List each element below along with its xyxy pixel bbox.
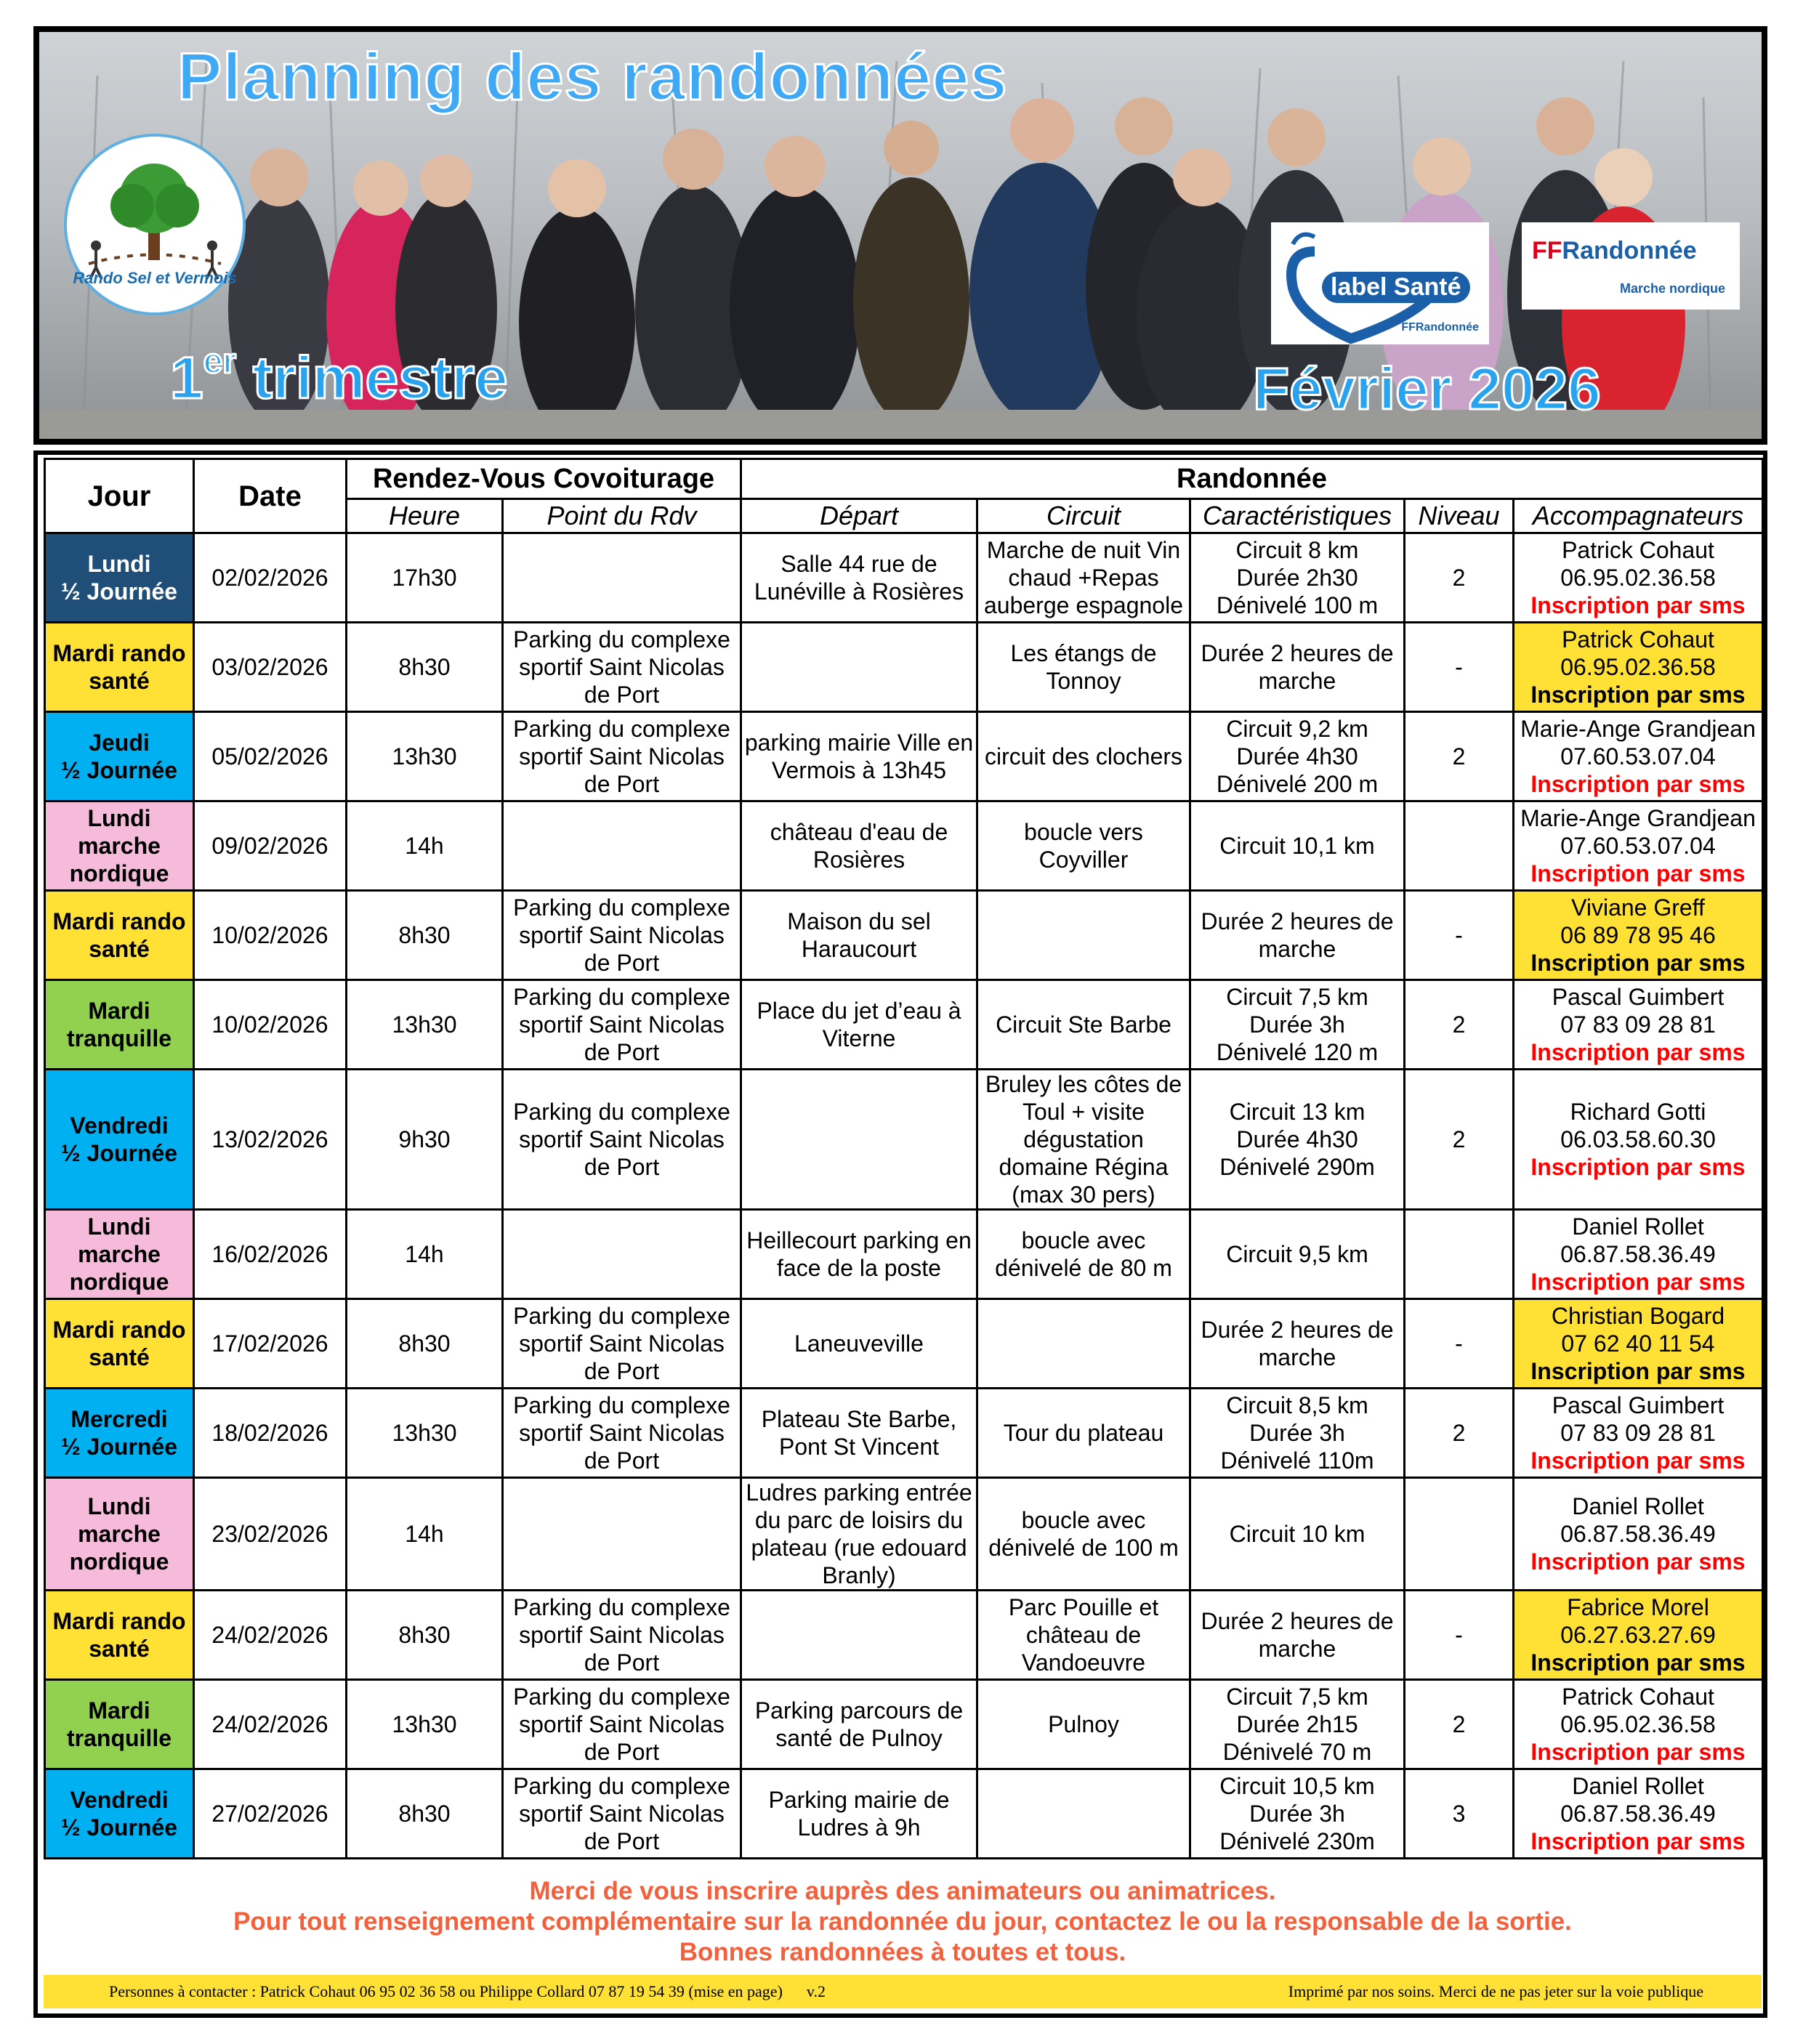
cell-circuit: circuit des clochers: [977, 712, 1190, 801]
carac-line-2: Durée 4h30: [1236, 1126, 1358, 1152]
jour-line-1: Lundi: [87, 805, 151, 831]
jour-line-1: Mardi rando: [52, 640, 186, 666]
cell-heure: 13h30: [347, 1389, 503, 1478]
jour-line-2: santé: [89, 936, 150, 962]
cell-depart: Parking mairie de Ludres à 9h: [741, 1769, 977, 1859]
club-logo-text: Rando Sel et Vermois: [73, 269, 237, 287]
cell-depart: Place du jet d’eau à Viterne: [741, 980, 977, 1070]
carac-line-1: Circuit 7,5 km: [1226, 1684, 1368, 1710]
cell-point: Parking du complexe sportif Saint Nicolas de Port: [503, 1680, 741, 1769]
header-banner: [33, 26, 1767, 445]
acc-phone: 06.87.58.36.49: [1560, 1801, 1716, 1827]
cell-date: 05/02/2026: [194, 712, 347, 801]
cell-circuit: Parc Pouille et château de Vandoeuvre: [977, 1591, 1190, 1680]
acc-name: Fabrice Morel: [1567, 1594, 1709, 1620]
cell-circuit: Les étangs de Tonnoy: [977, 623, 1190, 712]
cell-date: 16/02/2026: [194, 1210, 347, 1299]
cell-depart: Salle 44 rue de Lunéville à Rosières: [741, 533, 977, 623]
cell-jour: [45, 1769, 194, 1859]
cell-accompagnateur: [1514, 1389, 1763, 1478]
page-title: Planning des randonnées: [177, 40, 1008, 114]
cell-niveau: 3: [1405, 1769, 1514, 1859]
cell-point: [503, 1478, 741, 1591]
acc-phone: 07.60.53.07.04: [1560, 743, 1716, 769]
cell-jour: [45, 533, 194, 623]
cell-circuit: [977, 1769, 1190, 1859]
col-header-date: Date: [194, 459, 347, 533]
cell-date: 18/02/2026: [194, 1389, 347, 1478]
cell-circuit: boucle avec dénivelé de 80 m: [977, 1210, 1190, 1299]
carac-line-2: Durée 3h: [1249, 1801, 1345, 1827]
acc-phone: 06.95.02.36.58: [1560, 1711, 1716, 1737]
jour-line-2: ½ Journée: [60, 757, 178, 783]
schedule-frame: [33, 451, 1767, 2018]
ffrandonnee-logo: [1522, 222, 1740, 310]
jour-line-2: ½ Journée: [60, 1814, 178, 1841]
cell-date: 27/02/2026: [194, 1769, 347, 1859]
cell-date: 10/02/2026: [194, 891, 347, 980]
cell-accompagnateur: [1514, 801, 1763, 891]
cell-heure: 8h30: [347, 1769, 503, 1859]
cell-accompagnateur: [1514, 533, 1763, 623]
cell-accompagnateur: [1514, 1478, 1763, 1591]
jour-line-1: Lundi: [87, 1213, 151, 1240]
carac-line-1: Durée 2 heures de marche: [1201, 640, 1394, 694]
carac-line-1: Circuit 8 km: [1235, 537, 1359, 563]
jour-line-2: santé: [89, 1636, 150, 1662]
jour-line-1: Mardi rando: [52, 1317, 186, 1343]
jour-line-1: Mardi rando: [52, 1608, 186, 1634]
cell-niveau: -: [1405, 891, 1514, 980]
cell-point: [503, 801, 741, 891]
carac-line-2: Durée 3h: [1249, 1011, 1345, 1038]
cell-depart: parking mairie Ville en Vermois à 13h45: [741, 712, 977, 801]
cell-date: 09/02/2026: [194, 801, 347, 891]
schedule-body: [45, 533, 1763, 1859]
cell-heure: 8h30: [347, 1299, 503, 1389]
table-row: [45, 533, 1763, 623]
cell-carac: [1190, 1680, 1405, 1769]
cell-accompagnateur: [1514, 1591, 1763, 1680]
col-header-niveau: Niveau: [1405, 499, 1514, 533]
club-logo: [64, 134, 246, 315]
cell-accompagnateur: [1514, 1299, 1763, 1389]
cell-point: Parking du complexe sportif Saint Nicolas de Port: [503, 623, 741, 712]
jour-line-2: marche: [78, 1241, 161, 1267]
acc-name: Patrick Cohaut: [1562, 626, 1714, 653]
cell-carac: [1190, 801, 1405, 891]
acc-name: Marie-Ange Grandjean: [1520, 805, 1756, 831]
cell-point: Parking du complexe sportif Saint Nicolas de Port: [503, 891, 741, 980]
cell-carac: [1190, 891, 1405, 980]
cell-heure: 13h30: [347, 980, 503, 1070]
carac-line-3: Dénivelé 100 m: [1216, 592, 1379, 618]
cell-heure: 13h30: [347, 712, 503, 801]
cell-heure: 9h30: [347, 1070, 503, 1210]
cell-depart: Plateau Ste Barbe, Pont St Vincent: [741, 1389, 977, 1478]
ffr-name-b: Randonnée: [1562, 237, 1697, 264]
footer-printed: Imprimé par nos soins. Merci de ne pas jeter sur la voie publique: [1288, 1982, 1703, 2000]
cell-date: 03/02/2026: [194, 623, 347, 712]
jour-line-2: marche: [78, 1521, 161, 1547]
jour-line-2: ½ Journée: [60, 578, 178, 605]
cell-jour: [45, 623, 194, 712]
footer-bar: [44, 1975, 1762, 2008]
cell-niveau: 2: [1405, 712, 1514, 801]
inscription-note: Inscription par sms: [1530, 1269, 1746, 1295]
cell-heure: 8h30: [347, 891, 503, 980]
cell-carac: [1190, 623, 1405, 712]
ffr-name-a: FF: [1532, 237, 1562, 264]
inscription-note: Inscription par sms: [1530, 1548, 1746, 1575]
cell-heure: 14h: [347, 1478, 503, 1591]
trimestre-number: 1: [170, 345, 203, 411]
acc-phone: 07.60.53.07.04: [1560, 833, 1716, 859]
cell-heure: 17h30: [347, 533, 503, 623]
cell-date: 24/02/2026: [194, 1591, 347, 1680]
acc-name: Viviane Greff: [1571, 894, 1705, 921]
cell-heure: 14h: [347, 1210, 503, 1299]
cell-jour: [45, 801, 194, 891]
cell-niveau: 2: [1405, 1389, 1514, 1478]
cell-jour: [45, 891, 194, 980]
cell-point: Parking du complexe sportif Saint Nicolas de Port: [503, 1769, 741, 1859]
acc-name: Patrick Cohaut: [1562, 1684, 1714, 1710]
acc-phone: 07 83 09 28 81: [1560, 1420, 1716, 1446]
carac-line-1: Circuit 10,1 km: [1219, 833, 1375, 859]
carac-line-2: Durée 3h: [1249, 1420, 1345, 1446]
cell-jour: [45, 1680, 194, 1769]
carac-line-1: Durée 2 heures de marche: [1201, 1608, 1394, 1662]
cell-depart: [741, 1591, 977, 1680]
jour-line-3: nordique: [69, 860, 169, 886]
acc-phone: 06.27.63.27.69: [1560, 1622, 1716, 1648]
table-row: [45, 1210, 1763, 1299]
cell-depart: château d'eau de Rosières: [741, 801, 977, 891]
jour-line-3: nordique: [69, 1548, 169, 1575]
carac-line-2: Durée 2h15: [1236, 1711, 1358, 1737]
jour-line-1: Mardi rando: [52, 908, 186, 934]
cell-niveau: 2: [1405, 1680, 1514, 1769]
cell-carac: [1190, 533, 1405, 623]
cell-accompagnateur: [1514, 1769, 1763, 1859]
trimestre-word: trimestre: [235, 345, 508, 411]
table-row: [45, 1591, 1763, 1680]
cell-carac: [1190, 1769, 1405, 1859]
cell-depart: Ludres parking entrée du parc de loisirs du plateau (rue edouard Branly): [741, 1478, 977, 1591]
acc-phone: 06 89 78 95 46: [1560, 922, 1716, 948]
table-row: [45, 1389, 1763, 1478]
carac-line-1: Circuit 9,2 km: [1226, 716, 1368, 742]
inscription-note: Inscription par sms: [1530, 860, 1746, 886]
col-group-rdv: Rendez-Vous Covoiturage: [347, 459, 741, 499]
carac-line-1: Circuit 7,5 km: [1226, 984, 1368, 1010]
cell-date: 02/02/2026: [194, 533, 347, 623]
cell-carac: [1190, 1591, 1405, 1680]
carac-line-1: Circuit 8,5 km: [1226, 1392, 1368, 1418]
acc-name: Daniel Rollet: [1572, 1493, 1704, 1519]
cell-date: 17/02/2026: [194, 1299, 347, 1389]
cell-carac: [1190, 1478, 1405, 1591]
cell-circuit: Marche de nuit Vin chaud +Repas auberge espagnole: [977, 533, 1190, 623]
jour-line-2: santé: [89, 1344, 150, 1370]
cell-carac: [1190, 1210, 1405, 1299]
cell-heure: 13h30: [347, 1680, 503, 1769]
inscription-note: Inscription par sms: [1530, 1358, 1746, 1384]
table-row: [45, 712, 1763, 801]
cell-jour: [45, 712, 194, 801]
jour-line-2: tranquille: [66, 1725, 172, 1751]
carac-line-1: Circuit 13 km: [1229, 1099, 1366, 1125]
acc-phone: 06.95.02.36.58: [1560, 654, 1716, 680]
cell-carac: [1190, 1299, 1405, 1389]
col-header-circuit: Circuit: [977, 499, 1190, 533]
cell-accompagnateur: [1514, 712, 1763, 801]
cell-niveau: 2: [1405, 980, 1514, 1070]
header-row-1: [45, 459, 1763, 499]
cell-point: [503, 1210, 741, 1299]
acc-name: Pascal Guimbert: [1552, 1392, 1725, 1418]
table-row: [45, 891, 1763, 980]
acc-name: Daniel Rollet: [1572, 1773, 1704, 1799]
ffr-name: [1532, 237, 1697, 265]
cell-carac: [1190, 712, 1405, 801]
col-group-randonnee: Randonnée: [741, 459, 1763, 499]
inscription-note: Inscription par sms: [1530, 1447, 1746, 1474]
table-row: [45, 1070, 1763, 1210]
cell-jour: [45, 1389, 194, 1478]
cell-date: 10/02/2026: [194, 980, 347, 1070]
acc-phone: 07 83 09 28 81: [1560, 1011, 1716, 1038]
cell-circuit: boucle avec dénivelé de 100 m: [977, 1478, 1190, 1591]
cell-niveau: [1405, 801, 1514, 891]
label-sante-sub: FFRandonnée: [1401, 321, 1479, 334]
col-header-jour: Jour: [45, 459, 194, 533]
table-row: [45, 1769, 1763, 1859]
cell-depart: [741, 1070, 977, 1210]
acc-phone: 06.03.58.60.30: [1560, 1126, 1716, 1152]
cell-circuit: Bruley les côtes de Toul + visite dégustation domaine Régina (max 30 pers): [977, 1070, 1190, 1210]
cell-circuit: Circuit Ste Barbe: [977, 980, 1190, 1070]
inscription-note: Inscription par sms: [1530, 1649, 1746, 1676]
inscription-note: Inscription par sms: [1530, 1154, 1746, 1180]
label-sante-logo: [1271, 222, 1489, 344]
footer-msg-1: Merci de vous inscrire auprès des animateurs ou animatrices.: [529, 1877, 1276, 1905]
cell-point: [503, 533, 741, 623]
footer-contact: Personnes à contacter : Patrick Cohaut 06 95 02 36 58 ou Philippe Collard 07 87 19 54 39 (mise en page) v.2: [109, 1982, 826, 2000]
jour-line-1: Lundi: [87, 551, 151, 577]
cell-accompagnateur: [1514, 891, 1763, 980]
jour-line-2: ½ Journée: [60, 1140, 178, 1166]
carac-line-1: Durée 2 heures de marche: [1201, 1317, 1394, 1370]
cell-accompagnateur: [1514, 623, 1763, 712]
jour-line-2: ½ Journée: [60, 1434, 178, 1460]
carac-line-3: Dénivelé 290m: [1219, 1154, 1375, 1180]
inscription-note: Inscription par sms: [1530, 1739, 1746, 1765]
inscription-note: Inscription par sms: [1530, 771, 1746, 797]
carac-line-3: Dénivelé 120 m: [1216, 1039, 1379, 1065]
cell-niveau: [1405, 1210, 1514, 1299]
jour-line-1: Mardi: [88, 1697, 150, 1724]
jour-line-1: Lundi: [87, 1493, 151, 1519]
cell-date: 24/02/2026: [194, 1680, 347, 1769]
cell-niveau: -: [1405, 1591, 1514, 1680]
cell-circuit: Pulnoy: [977, 1680, 1190, 1769]
carac-line-1: Circuit 10 km: [1229, 1521, 1366, 1547]
acc-name: Marie-Ange Grandjean: [1520, 716, 1756, 742]
carac-line-3: Dénivelé 200 m: [1216, 771, 1379, 797]
cell-niveau: 2: [1405, 533, 1514, 623]
month-label: Février 2026: [1253, 356, 1601, 422]
schedule-table: [44, 458, 1764, 1859]
acc-name: Richard Gotti: [1570, 1099, 1706, 1125]
inscription-note: Inscription par sms: [1530, 592, 1746, 618]
jour-line-1: Mercredi: [70, 1406, 168, 1432]
cell-heure: 14h: [347, 801, 503, 891]
cell-circuit: Tour du plateau: [977, 1389, 1190, 1478]
cell-carac: [1190, 980, 1405, 1070]
cell-accompagnateur: [1514, 980, 1763, 1070]
cell-jour: [45, 1591, 194, 1680]
table-row: [45, 801, 1763, 891]
footer-msg-2: Pour tout renseignement complémentaire sur la randonnée du jour, contactez le ou la responsable de la sortie.: [233, 1907, 1572, 1936]
carac-line-3: Dénivelé 230m: [1219, 1828, 1375, 1854]
cell-circuit: [977, 1299, 1190, 1389]
cell-jour: [45, 1478, 194, 1591]
col-header-carac: Caractéristiques: [1190, 499, 1405, 533]
acc-name: Pascal Guimbert: [1552, 984, 1725, 1010]
carac-line-1: Circuit 9,5 km: [1226, 1241, 1368, 1267]
trimestre-label: [170, 344, 508, 413]
jour-line-1: Vendredi: [70, 1787, 169, 1813]
col-header-acc: Accompagnateurs: [1514, 499, 1763, 533]
jour-line-2: tranquille: [66, 1025, 172, 1051]
jour-line-1: Jeudi: [89, 730, 150, 756]
cell-niveau: 2: [1405, 1070, 1514, 1210]
cell-heure: 8h30: [347, 623, 503, 712]
cell-niveau: -: [1405, 623, 1514, 712]
carac-line-2: Durée 4h30: [1236, 743, 1358, 769]
carac-line-3: Dénivelé 70 m: [1222, 1739, 1372, 1765]
cell-point: Parking du complexe sportif Saint Nicolas de Port: [503, 1070, 741, 1210]
carac-line-2: Durée 2h30: [1236, 565, 1358, 591]
acc-phone: 07 62 40 11 54: [1561, 1330, 1715, 1357]
footer-msg-3: Bonnes randonnées à toutes et tous.: [679, 1938, 1126, 1966]
cell-niveau: [1405, 1478, 1514, 1591]
table-row: [45, 980, 1763, 1070]
cell-point: Parking du complexe sportif Saint Nicolas de Port: [503, 980, 741, 1070]
cell-depart: [741, 623, 977, 712]
acc-phone: 06.87.58.36.49: [1560, 1241, 1716, 1267]
table-row: [45, 623, 1763, 712]
inscription-note: Inscription par sms: [1530, 1039, 1746, 1065]
cell-depart: Parking parcours de santé de Pulnoy: [741, 1680, 977, 1769]
acc-phone: 06.87.58.36.49: [1560, 1521, 1716, 1547]
cell-depart: Heillecourt parking en face de la poste: [741, 1210, 977, 1299]
cell-point: Parking du complexe sportif Saint Nicolas de Port: [503, 1299, 741, 1389]
cell-accompagnateur: [1514, 1680, 1763, 1769]
cell-niveau: -: [1405, 1299, 1514, 1389]
col-header-depart: Départ: [741, 499, 977, 533]
cell-point: Parking du complexe sportif Saint Nicolas de Port: [503, 1591, 741, 1680]
acc-name: Daniel Rollet: [1572, 1213, 1704, 1240]
jour-line-2: marche: [78, 833, 161, 859]
cell-accompagnateur: [1514, 1210, 1763, 1299]
jour-line-3: nordique: [69, 1269, 169, 1295]
acc-name: Christian Bogard: [1551, 1303, 1725, 1329]
footer-message: [44, 1876, 1762, 1968]
col-header-point: Point du Rdv: [503, 499, 741, 533]
cell-carac: [1190, 1070, 1405, 1210]
cell-date: 13/02/2026: [194, 1070, 347, 1210]
cell-jour: [45, 1299, 194, 1389]
cell-point: Parking du complexe sportif Saint Nicolas de Port: [503, 712, 741, 801]
cell-accompagnateur: [1514, 1070, 1763, 1210]
cell-point: Parking du complexe sportif Saint Nicolas de Port: [503, 1389, 741, 1478]
acc-name: Patrick Cohaut: [1562, 537, 1714, 563]
jour-line-1: Vendredi: [70, 1112, 169, 1139]
carac-line-1: Circuit 10,5 km: [1219, 1773, 1375, 1799]
jour-line-1: Mardi: [88, 998, 150, 1024]
jour-line-2: santé: [89, 668, 150, 694]
cell-circuit: boucle vers Coyviller: [977, 801, 1190, 891]
col-header-heure: Heure: [347, 499, 503, 533]
cell-jour: [45, 1210, 194, 1299]
carac-line-3: Dénivelé 110m: [1220, 1447, 1374, 1474]
ffr-sub: Marche nordique: [1619, 281, 1725, 296]
label-sante-text: label Santé: [1322, 272, 1470, 303]
cell-circuit: [977, 891, 1190, 980]
table-row: [45, 1680, 1763, 1769]
cell-heure: 8h30: [347, 1591, 503, 1680]
cell-depart: Laneuveville: [741, 1299, 977, 1389]
cell-date: 23/02/2026: [194, 1478, 347, 1591]
inscription-note: Inscription par sms: [1530, 1828, 1746, 1854]
trimestre-sup: er: [203, 342, 236, 381]
cell-depart: Maison du sel Haraucourt: [741, 891, 977, 980]
cell-carac: [1190, 1389, 1405, 1478]
inscription-note: Inscription par sms: [1530, 950, 1746, 976]
cell-jour: [45, 980, 194, 1070]
table-row: [45, 1478, 1763, 1591]
inscription-note: Inscription par sms: [1530, 682, 1746, 708]
carac-line-1: Durée 2 heures de marche: [1201, 908, 1394, 962]
acc-phone: 06.95.02.36.58: [1560, 565, 1716, 591]
cell-jour: [45, 1070, 194, 1210]
table-row: [45, 1299, 1763, 1389]
